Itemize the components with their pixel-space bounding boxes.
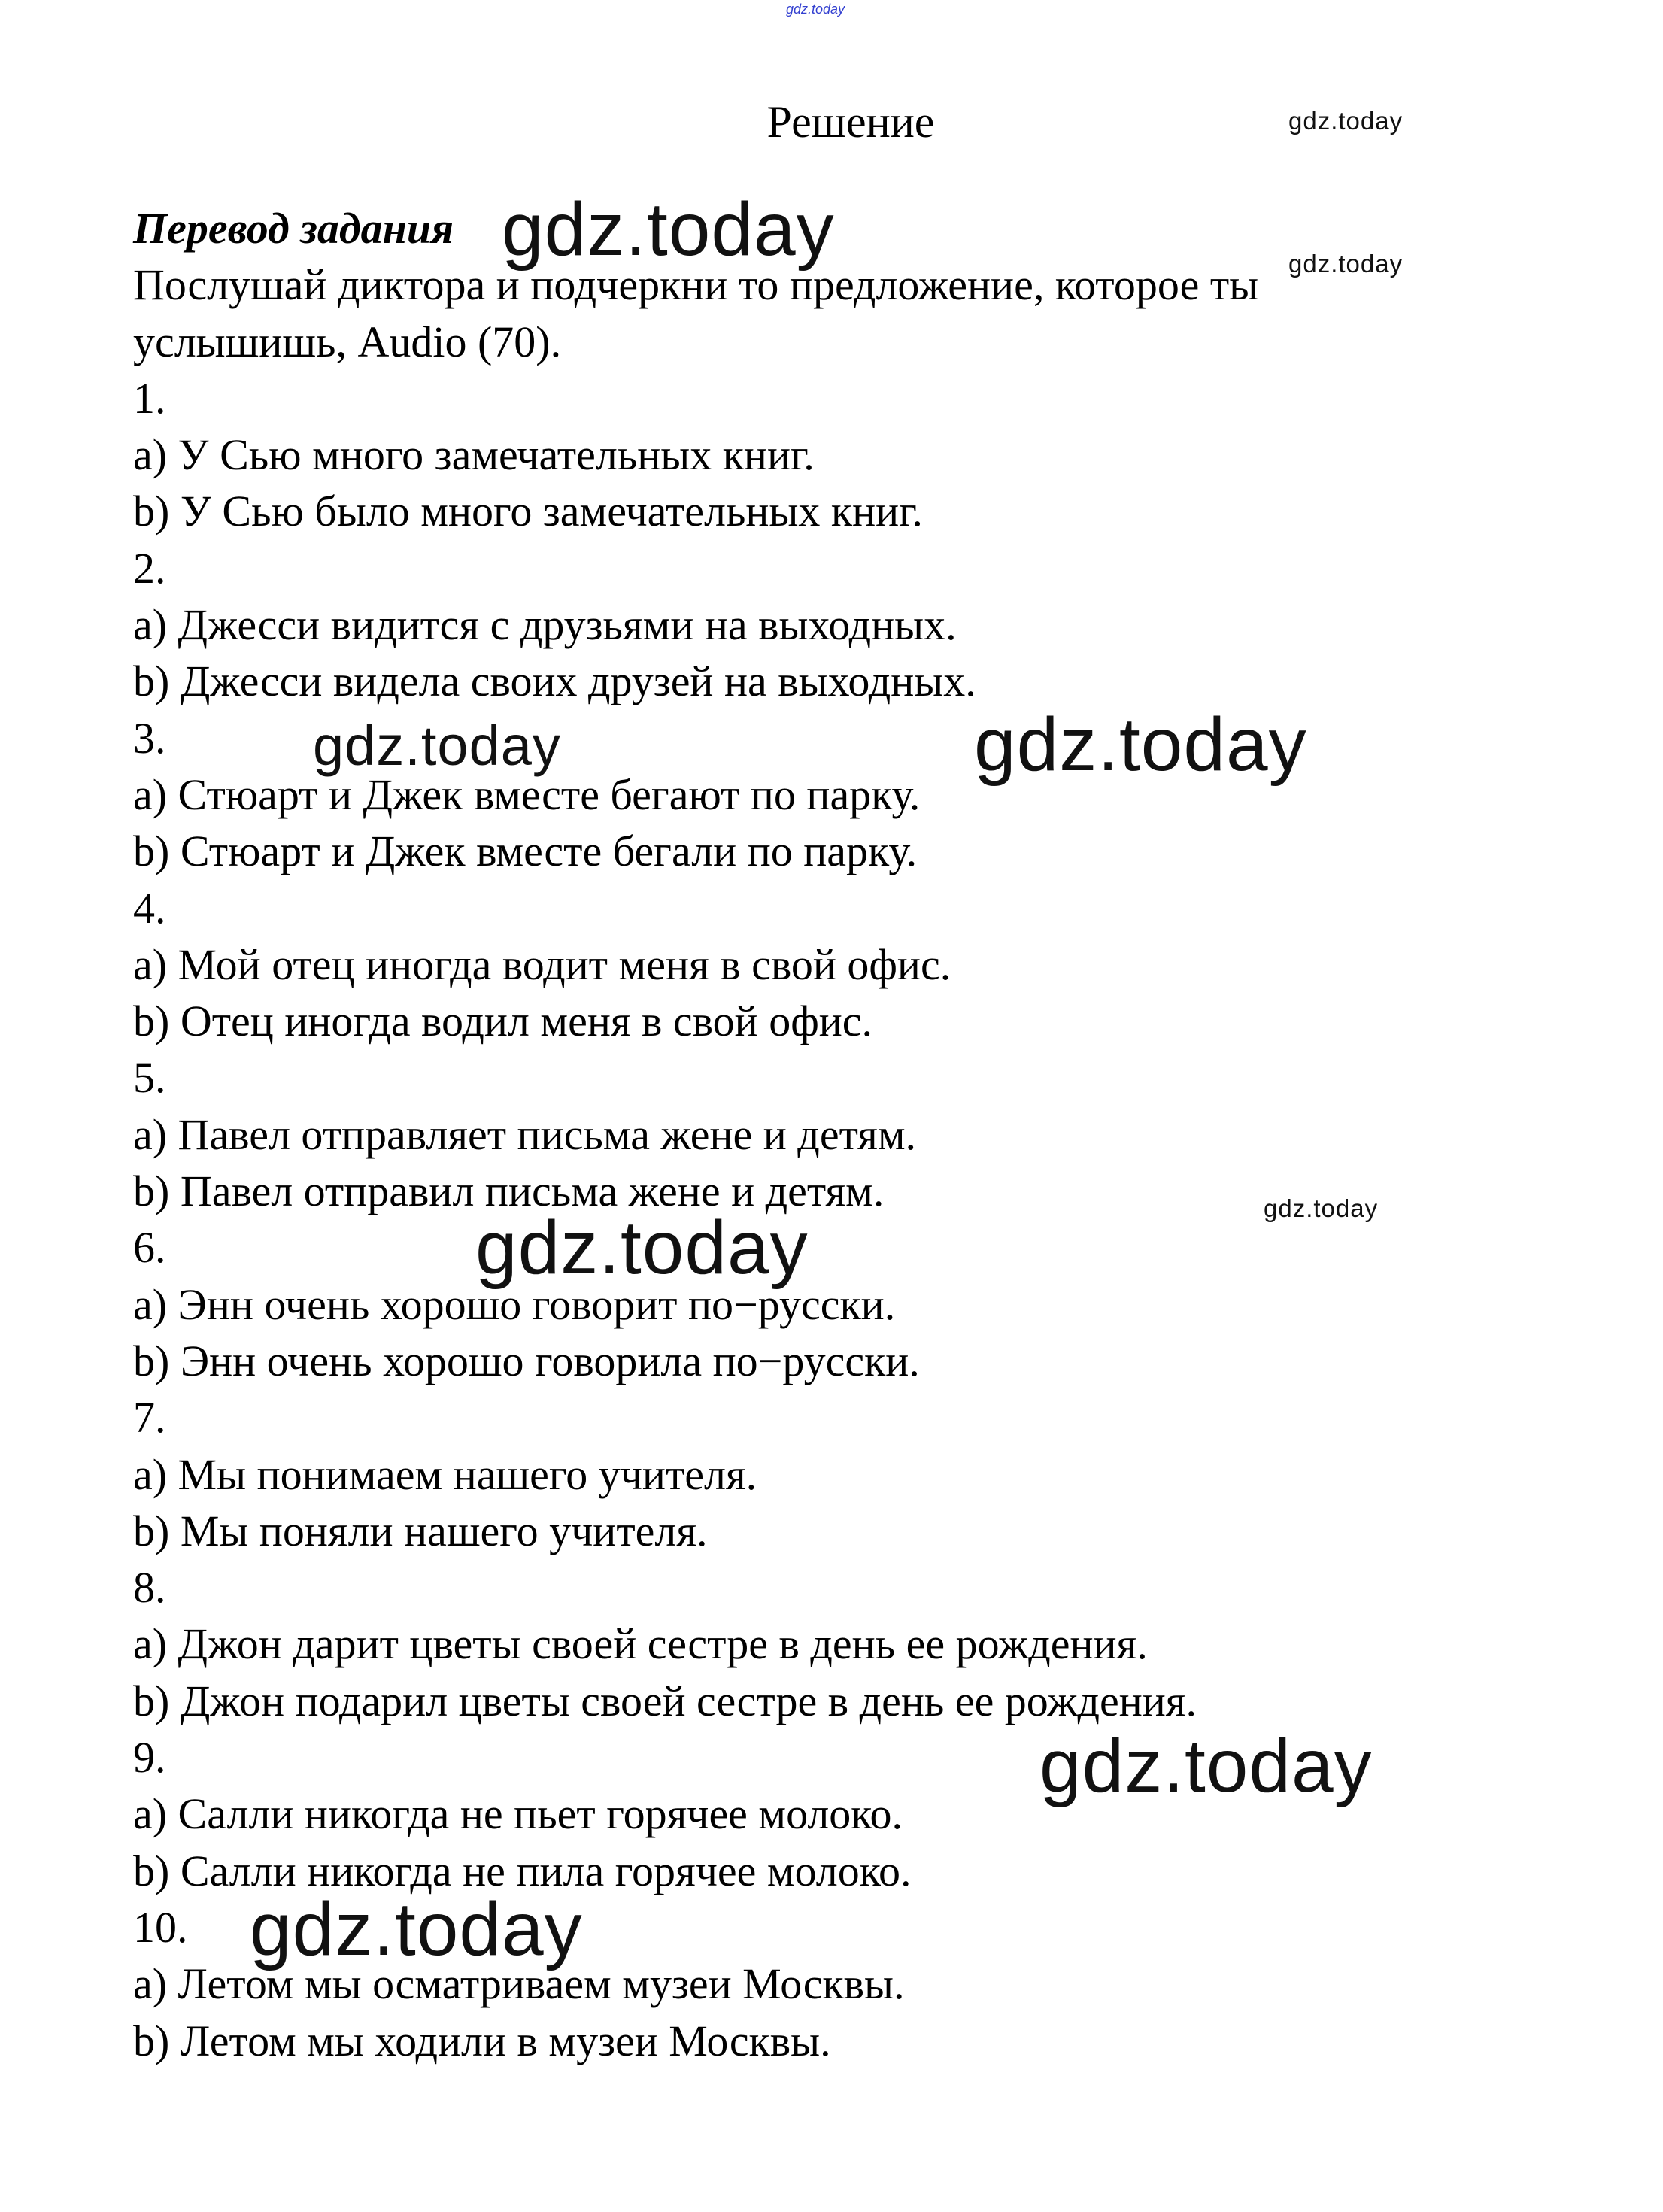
- item-number: 5.: [133, 1053, 166, 1103]
- option-b: b) Салли никогда не пила горячее молоко.: [133, 1846, 912, 1895]
- item-number: 9.: [133, 1733, 166, 1783]
- watermark: gdz.today: [974, 702, 1307, 787]
- option-b: b) Энн очень хорошо говорила по−русски.: [133, 1336, 920, 1385]
- option-a: a) Салли никогда не пьет горячее молоко.: [133, 1789, 903, 1839]
- option-a: a) Энн очень хорошо говорит по−русски.: [133, 1279, 896, 1329]
- instruction-line: Послушай диктора и подчеркни то предложение, которое ты: [133, 260, 1259, 310]
- option-a: a) Мы понимаем нашего учителя.: [133, 1449, 757, 1499]
- item-number: 10.: [133, 1902, 188, 1952]
- source-link[interactable]: gdz.today: [786, 2, 845, 17]
- option-a: a) Стюарт и Джек вместе бегают по парку.: [133, 769, 921, 819]
- item-number: 8.: [133, 1563, 166, 1613]
- item-number: 7.: [133, 1393, 166, 1443]
- watermark: gdz.today: [250, 1887, 583, 1971]
- option-b: b) Павел отправил письма жене и детям.: [133, 1167, 885, 1216]
- option-a: a) Джон дарит цветы своей сестре в день ее рождения.: [133, 1619, 1148, 1669]
- item-number: 4.: [133, 883, 166, 933]
- option-a: a) Летом мы осматриваем музеи Москвы.: [133, 1959, 905, 2009]
- option-a: a) Павел отправляет письма жене и детям.: [133, 1109, 917, 1159]
- option-b: b) Летом мы ходили в музеи Москвы.: [133, 2016, 831, 2065]
- instruction-line: услышишь, Audio (70).: [133, 317, 562, 366]
- option-b: b) Отец иногда водил меня в свой офис.: [133, 997, 873, 1046]
- watermark: gdz.today: [1288, 107, 1404, 135]
- item-number: 6.: [133, 1223, 166, 1273]
- item-number: 3.: [133, 713, 166, 763]
- option-a: a) Мой отец иногда водит меня в свой офис.: [133, 939, 951, 989]
- watermark: gdz.today: [502, 187, 835, 272]
- watermark: gdz.today: [1264, 1194, 1379, 1222]
- item-number: 2.: [133, 543, 166, 593]
- option-b: b) Мы поняли нашего учителя.: [133, 1506, 708, 1555]
- option-a: a) Джесси видится с друзьями на выходных.: [133, 600, 957, 650]
- watermark: gdz.today: [475, 1206, 809, 1290]
- watermark: gdz.today: [1288, 250, 1404, 278]
- option-b: b) Стюарт и Джек вместе бегали по парку.: [133, 827, 918, 876]
- option-b: b) У Сью было много замечательных книг.: [133, 487, 923, 536]
- page-title: Решение: [766, 97, 935, 147]
- section-heading: Перевод задания: [133, 204, 454, 253]
- item-number: 1.: [133, 373, 166, 423]
- watermark: gdz.today: [313, 715, 561, 777]
- option-b: b) Джон подарил цветы своей сестре в день ее рождения.: [133, 1676, 1197, 1725]
- option-a: a) У Сью много замечательных книг.: [133, 430, 815, 480]
- watermark: gdz.today: [1039, 1724, 1373, 1808]
- option-b: b) Джесси видела своих друзей на выходных.: [133, 657, 976, 706]
